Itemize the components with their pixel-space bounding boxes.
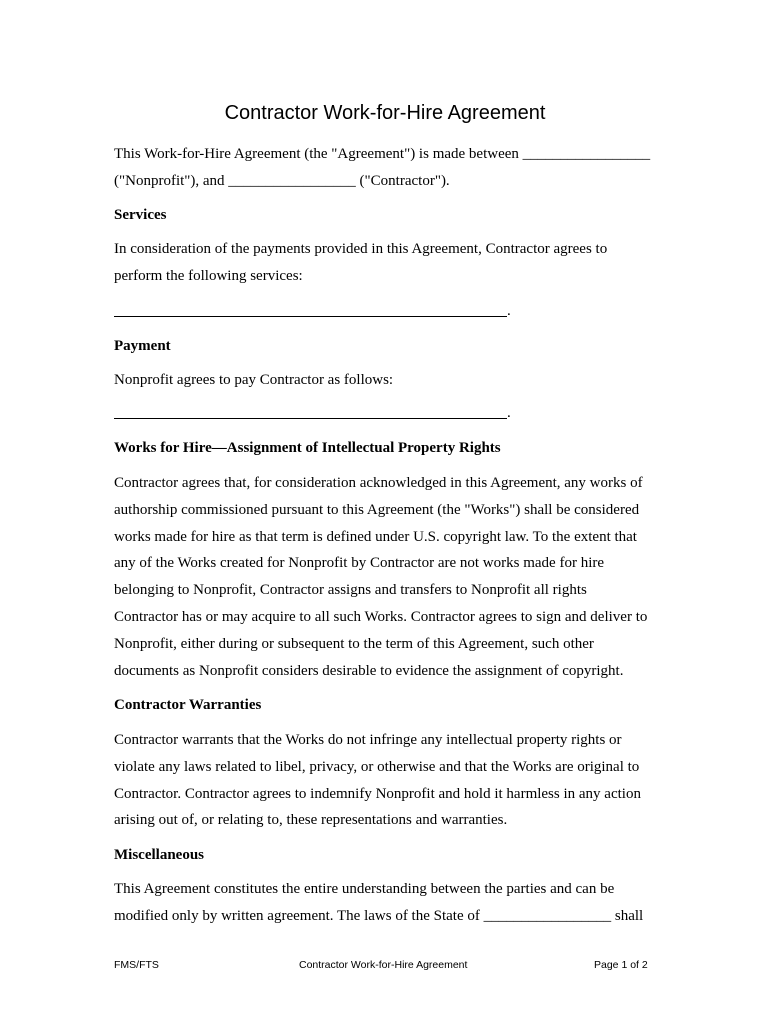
services-blank-line xyxy=(114,316,507,317)
intro-line: This Work-for-Hire Agreement (the "Agreement") is made between _________________ xyxy=(114,146,651,162)
works-for-hire-line: works made for hire as that term is defined under U.S. copyright law. To the extent that xyxy=(114,528,637,545)
payment-blank-line xyxy=(114,418,507,419)
works-for-hire-line: Nonprofit, either during or subsequent to the term of this Agreement, such other xyxy=(114,635,594,652)
works-for-hire-line: documents as Nonprofit considers desirable to evidence the assignment of copyright. xyxy=(114,662,624,679)
footer-page-number: Page 1 of 2 xyxy=(594,959,648,971)
works-for-hire-heading: Works for Hire—Assignment of Intellectual Property Rights xyxy=(114,440,501,456)
miscellaneous-heading: Miscellaneous xyxy=(114,847,204,863)
services-blank-period: . xyxy=(507,303,511,319)
services-heading: Services xyxy=(114,207,167,223)
works-for-hire-line: any of the Works created for Nonprofit by Contractor are not works made for hire xyxy=(114,555,605,572)
payment-heading: Payment xyxy=(114,338,171,354)
warranties-line: violate any laws related to libel, privacy, or otherwise and that the Works are original to xyxy=(114,758,640,775)
payment-line: Nonprofit agrees to pay Contractor as follows: xyxy=(114,372,394,388)
document-title: Contractor Work-for-Hire Agreement xyxy=(224,102,546,124)
warranties-line: arising out of, or relating to, these representations and warranties. xyxy=(114,812,508,829)
payment-paragraph xyxy=(114,367,674,394)
services-line: In consideration of the payments provided in this Agreement, Contractor agrees to xyxy=(114,241,608,257)
warranties-heading: Contractor Warranties xyxy=(114,697,262,713)
miscellaneous-paragraph xyxy=(114,876,674,930)
warranties-line: Contractor. Contractor agrees to indemnify Nonprofit and hold it harmless in any action xyxy=(114,785,641,802)
footer-left: FMS/FTS xyxy=(114,959,159,971)
miscellaneous-line: modified only by written agreement. The laws of the State of _________________ shall xyxy=(114,907,644,924)
services-paragraph xyxy=(114,236,674,290)
intro-line: ("Nonprofit"), and _________________ ("Contractor"). xyxy=(114,172,450,189)
intro-paragraph xyxy=(114,141,674,195)
footer-center: Contractor Work-for-Hire Agreement xyxy=(299,959,468,971)
services-line: perform the following services: xyxy=(114,267,303,284)
works-for-hire-line: belonging to Nonprofit, Contractor assigns and transfers to Nonprofit all rights xyxy=(114,582,587,599)
payment-blank-period: . xyxy=(507,405,511,421)
works-for-hire-line: authorship commissioned pursuant to this Agreement (the "Works") shall be considered xyxy=(114,501,640,518)
miscellaneous-line: This Agreement constitutes the entire understanding between the parties and can be xyxy=(114,881,615,897)
works-for-hire-line: Contractor has or may acquire to all such Works. Contractor agrees to sign and deliver to xyxy=(114,608,648,625)
warranties-paragraph xyxy=(114,727,674,834)
works-for-hire-line: Contractor agrees that, for consideration acknowledged in this Agreement, any works of xyxy=(114,475,643,491)
works-for-hire-paragraph xyxy=(114,470,674,684)
warranties-line: Contractor warrants that the Works do not infringe any intellectual property rights or xyxy=(114,732,622,748)
